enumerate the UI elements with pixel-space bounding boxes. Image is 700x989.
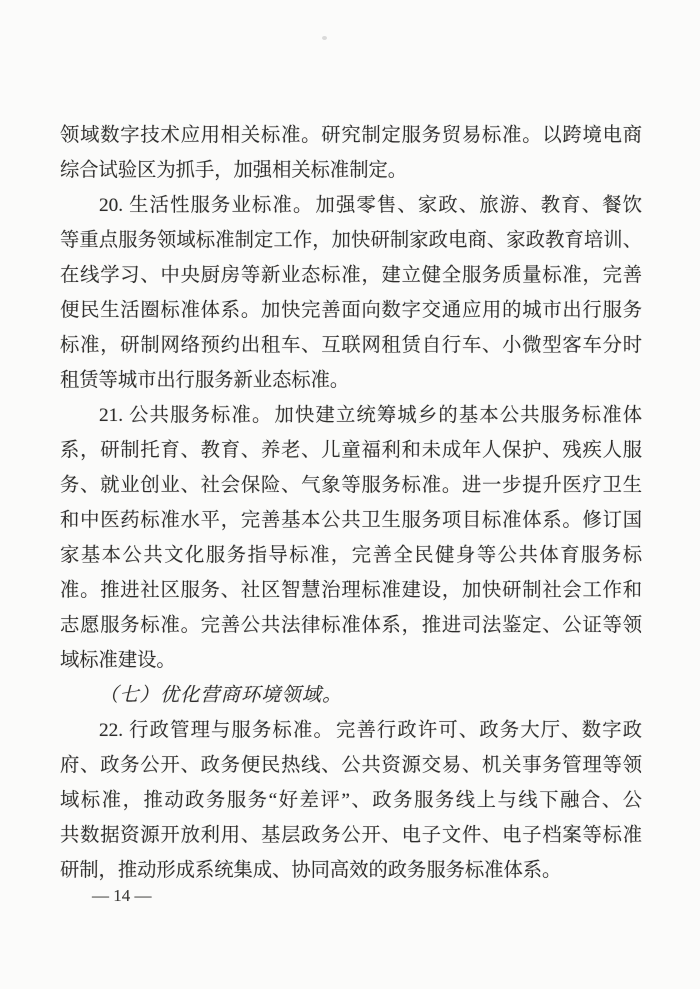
text-line: 志愿服务标准。完善公共法律标准体系，推进司法鉴定、公证等领 [60,615,642,636]
item-title: 20. 生活性服务业标准。 [99,195,314,216]
text-line: 等重点服务领域标准制定工作，加快研制家政电商、家政教育培训、 [60,230,642,251]
item-title: 21. 公共服务标准。 [99,405,273,426]
text-line-body: 加强零售、家政、旅游、教育、餐饮 [315,195,642,216]
text-line: 在线学习、中央厨房等新业态标准，建立健全服务质量标准，完善 [60,265,642,286]
text-line: 家基本公共文化服务指导标准，完善全民健身等公共体育服务标 [60,545,642,566]
text-line: 域标准，推动政务服务“好差评”、政务服务线上与线下融合、公 [60,790,642,811]
text-line: 标准，研制网络预约出租车、互联网租赁自行车、小微型客车分时 [60,335,642,356]
text-line-body: 完善行政许可、政务大厅、数字政 [335,720,642,741]
scan-artifact-speck [322,36,327,40]
text-line: 便民生活圈标准体系。加快完善面向数字交通应用的城市出行服务 [60,300,642,321]
document-text-block [60,118,642,888]
text-line: 府、政务公开、政务便民热线、公共资源交易、机关事务管理等领 [60,755,642,776]
text-line: 和中医药标准水平，完善基本公共卫生服务项目标准体系。修订国 [60,510,642,531]
section-heading: （七）优化营商环境领域。 [99,685,343,706]
text-line: 共数据资源开放利用、基层政务公开、电子文件、电子档案等标准 [60,825,642,846]
item-title: 22. 行政管理与服务标准。 [99,720,334,741]
text-line: 准。推进社区服务、社区智慧治理标准建设，加快研制社会工作和 [60,580,642,601]
text-line [60,713,642,748]
text-line: 综合试验区为抓手，加强相关标准制定。 [60,160,408,181]
text-line: 系，研制托育、教育、养老、儿童福利和未成年人保护、残疾人服 [60,440,642,461]
text-line: 域标准建设。 [60,650,176,671]
footer-page-number: — 14 — [92,886,152,905]
text-line: 研制，推动形成系统集成、协同高效的政务服务标准体系。 [60,860,562,881]
text-line-body: 加快建立统筹城乡的基本公共服务标准体 [274,405,642,426]
text-line: 务、就业创业、社会保险、气象等服务标准。进一步提升医疗卫生 [60,475,642,496]
text-line [60,398,642,433]
text-line: 领域数字技术应用相关标准。研究制定服务贸易标准。以跨境电商 [60,125,642,146]
text-line: 租赁等城市出行服务新业态标准。 [60,370,350,391]
text-line [60,188,642,223]
